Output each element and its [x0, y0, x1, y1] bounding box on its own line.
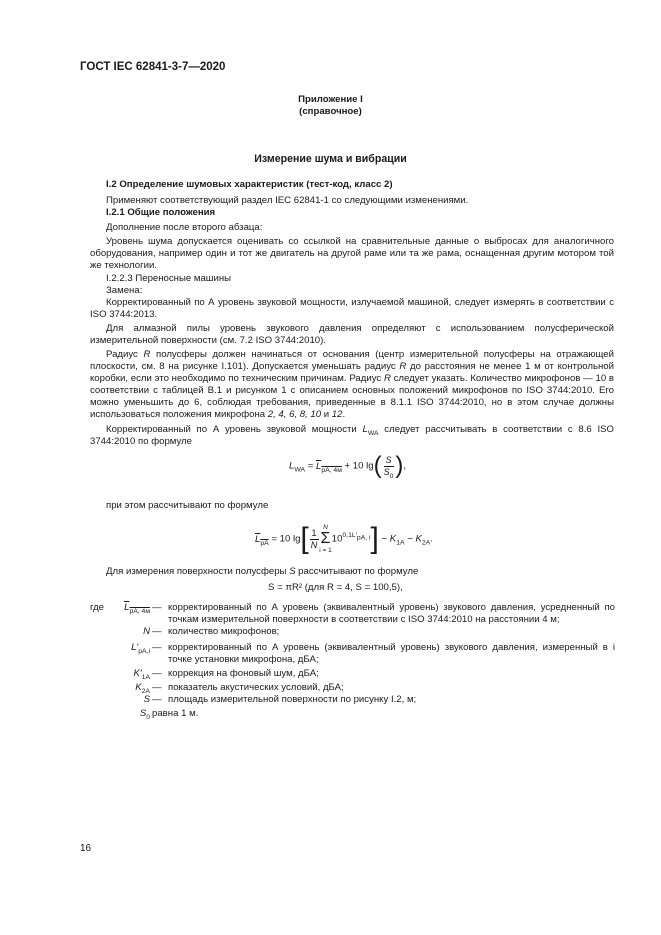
heading-i21: I.2.1 Общие положения [106, 207, 216, 218]
paragraph-8: Корректированный по А уровень звуковой мощности $L_{WA}$ следует рассчитывать в соответствии с 8.6 ISO 3744:2010 по формуле [90, 424, 615, 447]
formula-area: S = πR² (для R = 4, S = 100,5), [268, 582, 403, 593]
heading-i223: I.2.2.3 Переносные машины [106, 273, 232, 284]
appendix-title: Приложение I [298, 94, 363, 105]
formula-lwa: $L_{WA} = L_{pA, 4м} + 10$ lg( $\frac{S}{S_0}$ ), [289, 452, 407, 480]
document-page: ГОСТ IEC 62841-3-7—2020 Приложение I (справочное) Измерение шума и вибрации I.2 Определение шумовых характеристик (тест-код, класс 2) Применяют соответствующий раздел IEC 62841-1 со следующими изменениями. I.2.1 Общие положения Дополнение после второго абзаца: Уровень шума допускается оценивать со ссылкой на сравнительные данные о выбросах для аналогичного оборудования, например один и тот же двигатель на другой раме или та же рама, оснащенная другим мотором той же технологии. I.2.2.3 Переносные машины Замена: Корректированный по А уровень звуковой мощности, излучаемой машиной, следует измерять в соответствии с ISO 3744:2013. Для алмазной пилы уровень звукового давления определяют с использованием полусферической измерительной поверхности (см. 7.2 ISO 3744:2010). Радиус R полусферы должен начинаться от основания (центр измерительной полусферы на отражающей плоскости, см. 8 на рисунке I.101). Допускается уменьшать радиус R до расстояния не менее 1 м от контрольной коробки, если это необходимо по техническим причинам. Радиус R следует указать. Количество микрофонов — 10 в соответствии с таблицей B.1 и рисунком 1 с описанием основных положений микрофонов по ISO 3744:2010. Его можно уменьшить до 6, соблюдая требования, приведенные в 8.1.1 ISO 3744:2010, но в этом случае должны использоваться положения микрофона 2, 4, 6, 8, 10 и 12. Корректированный по А уровень звуковой мощности $L_{WA}$ следует рассчитывать в соответствии с 8.6 ISO 3744:2010 по формуле $L_{WA} = L_{pA, 4м} + 10$ lg( $\frac{S}{S_0}$ ), при этом рассчитывают по формуле $L_{pA} = 10$ lg[ $\frac{1}{N}$ N Σ i = 1 $10^{0,1L'_{pA, i}}] - K_{1A} - K_{2A}$. Для измерения поверхности полусферы S рассчитывают по формуле S = πR² (для R = 4, S = 100,5), где $L_{pA, 4м}$ — корректированный по А уровень (эквивалентный уровень) звукового давления, усредненный по точкам измерительной поверхности в соответствии с ISO 3744:2010 на расстоянии 4 м; N — количество микрофонов; $L'_{pA,i}$ — корректированный по А уровень (эквивалентный уровень) звукового давления, измеренный в i точке установки микрофона, дБА; $K'_{1A}$ — коррекция на фоновый шум, дБА; $K_{2A}$ — показатель акустических условий, дБА; S — площадь измерительной поверхности по рисунку I.2, м; $S_0$ равна 1 м. 16 [0, 0, 661, 935]
paragraph-1: Применяют соответствующий раздел IEC 62841-1 со следующими изменениями. [106, 195, 469, 206]
paragraph-7: Радиус R полусферы должен начинаться от основания (центр измерительной полусферы на отражающей плоскости, см. 8 на рисунке I.101). Допускается уменьшать радиус R до расстояния не менее 1 м от контрольной коробки, если это необходимо по техническим причинам. Радиус R следует указать. Количество микрофонов — 10 в соответствии с таблицей B.1 и рисунком 1 с описанием основных положений микрофонов по ISO 3744:2010. Его можно уменьшить до 6, соблюдая требования, приведенные в 8.1.1 ISO 3744:2010, но в этом случае должны использоваться положения микрофона 2, 4, 6, 8, 10 и 12. [90, 349, 614, 420]
paragraph-3: Уровень шума допускается оценивать со ссылкой на сравнительные данные о выбросах для аналогичного оборудования, например один и тот же двигатель на другой раме или та же рама, оснащенная другим мотором той же технологии. [90, 236, 614, 271]
paragraph-2: Дополнение после второго абзаца: [106, 222, 263, 233]
paragraph-6: Для алмазной пилы уровень звукового давления определяют с использованием полусферической измерительной поверхности (см. 7.2 ISO 3744:2010). [90, 323, 614, 346]
appendix-subtitle: (справочное) [299, 106, 362, 117]
formula-lpa: $L_{pA} = 10$ lg[ $\frac{1}{N}$ N Σ i = 1 $10^{0,1L'_{pA, i}}] - K_{1A} - K_{2A}$. [255, 522, 433, 555]
paragraph-4: Замена: [106, 285, 143, 296]
paragraph-10: Для измерения поверхности полусферы S рассчитывают по формуле [106, 566, 419, 577]
standard-header: ГОСТ IEC 62841-3-7—2020 [80, 61, 226, 73]
paragraph-5: Корректированный по А уровень звуковой мощности, излучаемой машиной, следует измерять в соответствии с ISO 3744:2013. [90, 297, 614, 320]
where-label: где [90, 602, 105, 613]
page-number: 16 [80, 843, 92, 854]
heading-i2: I.2 Определение шумовых характеристик (тест-код, класс 2) [106, 179, 393, 190]
section-title: Измерение шума и вибрации [254, 153, 407, 165]
paragraph-9: при этом рассчитывают по формуле [106, 500, 269, 511]
